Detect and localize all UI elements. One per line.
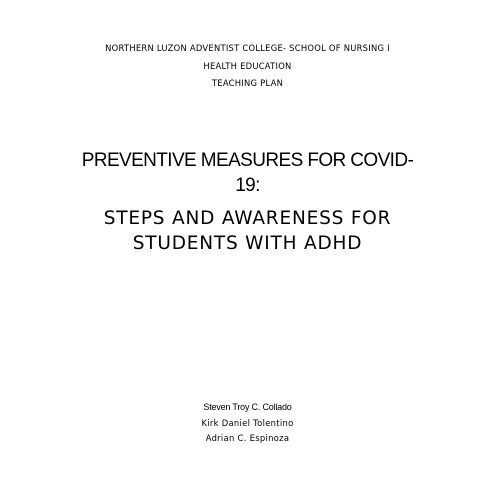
document-type-header: TEACHING PLAN: [211, 78, 284, 88]
author-name: Kirk Daniel Tolentino: [201, 418, 294, 428]
author-name: Adrian C. Espinoza: [205, 433, 290, 443]
course-header: HEALTH EDUCATION: [203, 61, 292, 71]
subtitle-line-1: STEPS AND AWARENESS FOR: [103, 208, 392, 229]
institution-header: NORTHERN LUZON ADVENTIST COLLEGE- SCHOOL OF NURSING I: [105, 43, 390, 53]
title-line-2: 19:: [235, 175, 260, 196]
title-line-1: PREVENTIVE MEASURES FOR COVID-: [81, 150, 414, 171]
author-name: Steven Troy C. Collado: [203, 402, 292, 412]
subtitle-line-2: STUDENTS WITH ADHD: [132, 233, 363, 254]
